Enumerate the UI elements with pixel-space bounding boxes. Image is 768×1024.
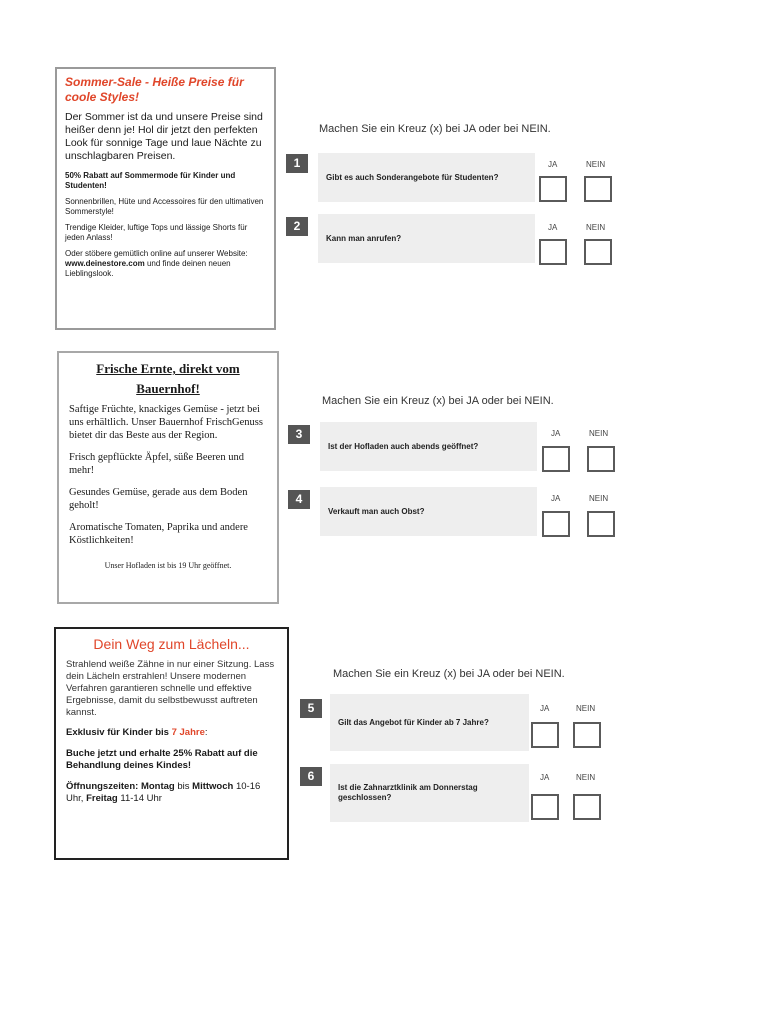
ad-title: Frische Ernte, direkt vom Bauernhof! [96,361,240,396]
hours-e: 11-14 Uhr [117,793,162,804]
instruction-text: Machen Sie ein Kreuz (x) bei JA oder bei NEIN. [319,123,551,135]
question-5: Gilt das Angebot für Kinder ab 7 Jahre? [330,694,529,751]
ad-text-clothes: Trendige Kleider, luftige Tops und lässige Shorts für jeden Anlass! [65,223,248,242]
ad-text-online [65,249,266,279]
ad-footer: Unser Hofladen ist bis 19 Uhr geöffnet. [104,561,232,570]
ad-farm [57,351,279,604]
ad-exclusive-c: : [204,727,208,738]
ad-offer: Buche jetzt und erhalte 25% Rabatt auf die Behandlung deines Kindes! [66,748,258,771]
yes-label: JA [540,773,550,782]
question-2-yes-checkbox[interactable] [539,239,567,265]
no-label: NEIN [576,773,596,782]
yes-label: JA [551,494,561,503]
ad-text-fruit: Frisch gepflückte Äpfel, süße Beeren und mehr! [69,452,244,476]
question-3: Ist der Hofladen auch abends geöffnet? [320,422,537,471]
question-4: Verkauft man auch Obst? [320,487,537,536]
question-6: Ist die Zahnarztklinik am Donnerstag geschlossen? [330,764,529,822]
hours-b: Mittwoch [192,781,234,792]
ad-exclusive-age: 7 Jahre [171,727,205,738]
ad-dentist [54,627,289,860]
hours-d: Freitag [86,793,118,804]
question-1-yes-checkbox[interactable] [539,176,567,202]
question-2-no-checkbox[interactable] [584,239,612,265]
no-label: NEIN [576,704,596,713]
yes-label: JA [548,160,558,169]
question-number: 4 [288,490,310,509]
question-number: 6 [300,767,322,786]
question-6-no-checkbox[interactable] [573,794,601,820]
question-3-no-checkbox[interactable] [587,446,615,472]
question-number: 2 [286,217,308,236]
ad-text-online-b: und finde deinen neuen Lieblingslook. [65,259,231,278]
ad-text-vegetables: Gesundes Gemüse, gerade aus dem Boden geholt! [69,487,248,511]
ad-intro: Der Sommer ist da und unsere Preise sind heißer denn je! Hol dir jetzt den perfekten Look für sonnige Tage und laue Nächte zu unschlagbaren Preisen. [65,111,263,162]
instruction-text: Machen Sie ein Kreuz (x) bei JA oder bei NEIN. [333,668,565,680]
question-1-no-checkbox[interactable] [584,176,612,202]
yes-label: JA [551,429,561,438]
yes-label: JA [540,704,550,713]
question-4-no-checkbox[interactable] [587,511,615,537]
question-4-yes-checkbox[interactable] [542,511,570,537]
no-label: NEIN [589,494,609,503]
ad-exclusive-a: Exklusiv für Kinder bis [66,727,172,738]
no-label: NEIN [586,160,606,169]
ad-intro: Strahlend weiße Zähne in nur einer Sitzung. Lass dein Lächeln erstrahlen! Unsere modernen Verfahren garantieren schnelle und effektive Ergebnisse, damit du selbstbewusst auftreten kannst. [66,659,275,718]
ad-exclusive [66,727,277,739]
ad-summer-sale [55,67,276,330]
ad-text-online-a: Oder stöbere gemütlich online auf unserer Website: [65,249,248,258]
no-label: NEIN [589,429,609,438]
website-url: www.deinestore.com [65,259,145,268]
yes-label: JA [548,223,558,232]
opening-hours [66,781,277,805]
ad-title: Sommer-Sale - Heiße Preise für coole Styles! [65,75,244,104]
question-6-yes-checkbox[interactable] [531,794,559,820]
ad-text-accessories: Sonnenbrillen, Hüte und Accessoires für den ultimativen Sommerstyle! [65,197,264,216]
question-number: 3 [288,425,310,444]
question-5-no-checkbox[interactable] [573,722,601,748]
ad-text-intro: Saftige Früchte, knackiges Gemüse - jetzt bei uns erhältlich. Unser Bauernhof FrischGenuss bietet dir das Beste aus der Region. [69,404,263,441]
ad-offer: 50% Rabatt auf Sommermode für Kinder und Studenten! [65,171,236,190]
question-3-yes-checkbox[interactable] [542,446,570,472]
no-label: NEIN [586,223,606,232]
ad-text-tomatoes: Aromatische Tomaten, Paprika und andere Köstlichkeiten! [69,522,248,546]
question-number: 5 [300,699,322,718]
ad-title: Dein Weg zum Lächeln... [93,636,250,652]
hours-c: 10-16 Uhr, [66,781,261,804]
hours-a: bis [174,781,193,792]
question-number: 1 [286,154,308,173]
question-2: Kann man anrufen? [318,214,535,263]
hours-label: Öffnungszeiten: Montag [66,781,175,792]
question-1: Gibt es auch Sonderangebote für Studenten? [318,153,535,202]
question-5-yes-checkbox[interactable] [531,722,559,748]
instruction-text: Machen Sie ein Kreuz (x) bei JA oder bei NEIN. [322,395,554,407]
